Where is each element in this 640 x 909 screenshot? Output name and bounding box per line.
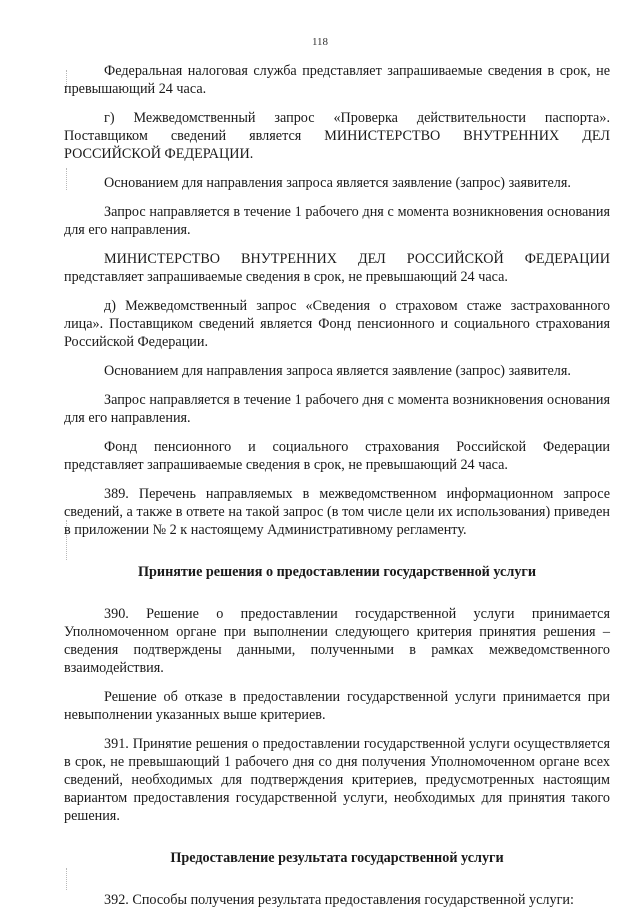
paragraph-mvd-deadline: МИНИСТЕРСТВО ВНУТРЕННИХ ДЕЛ РОССИЙСКОЙ ФЕДЕРАЦИИ представляет запрашиваемые сведения в срок, не превышающий 24 часа.: [64, 251, 610, 285]
section-heading-decision: Принятие решения о предоставлении государственной услуги: [137, 564, 537, 580]
paragraph-request-passport: г) Межведомственный запрос «Проверка действительности паспорта». Поставщиком сведений является МИНИСТЕРСТВО ВНУТРЕННИХ ДЕЛ РОССИЙСКОЙ ФЕДЕРАЦИИ.: [64, 110, 610, 162]
paragraph-392: 392. Способы получения результата предоставления государственной услуги:: [104, 892, 574, 908]
paragraph-request-insurance: д) Межведомственный запрос «Сведения о страховом стаже застрахованного лица». Поставщиком сведений является Фонд пенсионного и социального страхования Российской Федерации.: [64, 298, 610, 350]
paragraph-timing-1: Запрос направляется в течение 1 рабочего дня с момента возникновения основания для его направления.: [64, 204, 610, 238]
document-body: [64, 62, 610, 909]
paragraph-389: 389. Перечень направляемых в межведомственном информационном запросе сведений, а также в ответе на такой запрос (в том числе цели их использования) приведен в приложении № 2 к настоящему Административному регламенту.: [64, 486, 610, 538]
paragraph-basis-1: Основанием для направления запроса является заявление (запрос) заявителя.: [104, 175, 571, 191]
paragraph-sfr-deadline: Фонд пенсионного и социального страхования Российской Федерации представляет запрашиваемые сведения в срок, не превышающий 24 часа.: [64, 439, 610, 473]
paragraph-refusal: Решение об отказе в предоставлении государственной услуги принимается при невыполнении указанных выше критериев.: [64, 689, 610, 723]
section-heading-result: Предоставление результата государственной услуги: [170, 850, 504, 866]
paragraph-basis-2: Основанием для направления запроса является заявление (запрос) заявителя.: [104, 363, 571, 379]
paragraph-391: 391. Принятие решения о предоставлении государственной услуги осуществляется в срок, не превышающий 1 рабочего дня со дня получения Уполномоченном органе всех сведений, необходимых для подтверждения критериев, предусмотренных настоящим вариантом предоставления государственной услуги, необходимых для принятия такого решения.: [64, 736, 610, 824]
paragraph-timing-2: Запрос направляется в течение 1 рабочего дня с момента возникновения основания для его направления.: [64, 392, 610, 426]
paragraph-390: 390. Решение о предоставлении государственной услуги принимается Уполномоченном органе при выполнении следующего критерия принятия решения – сведения подтверждены данными, полученными в рамках межведомственного взаимодействия.: [64, 606, 610, 676]
paragraph-fns-deadline: Федеральная налоговая служба представляет запрашиваемые сведения в срок, не превышающий 24 часа.: [64, 63, 610, 97]
page-number: 118: [311, 36, 329, 48]
